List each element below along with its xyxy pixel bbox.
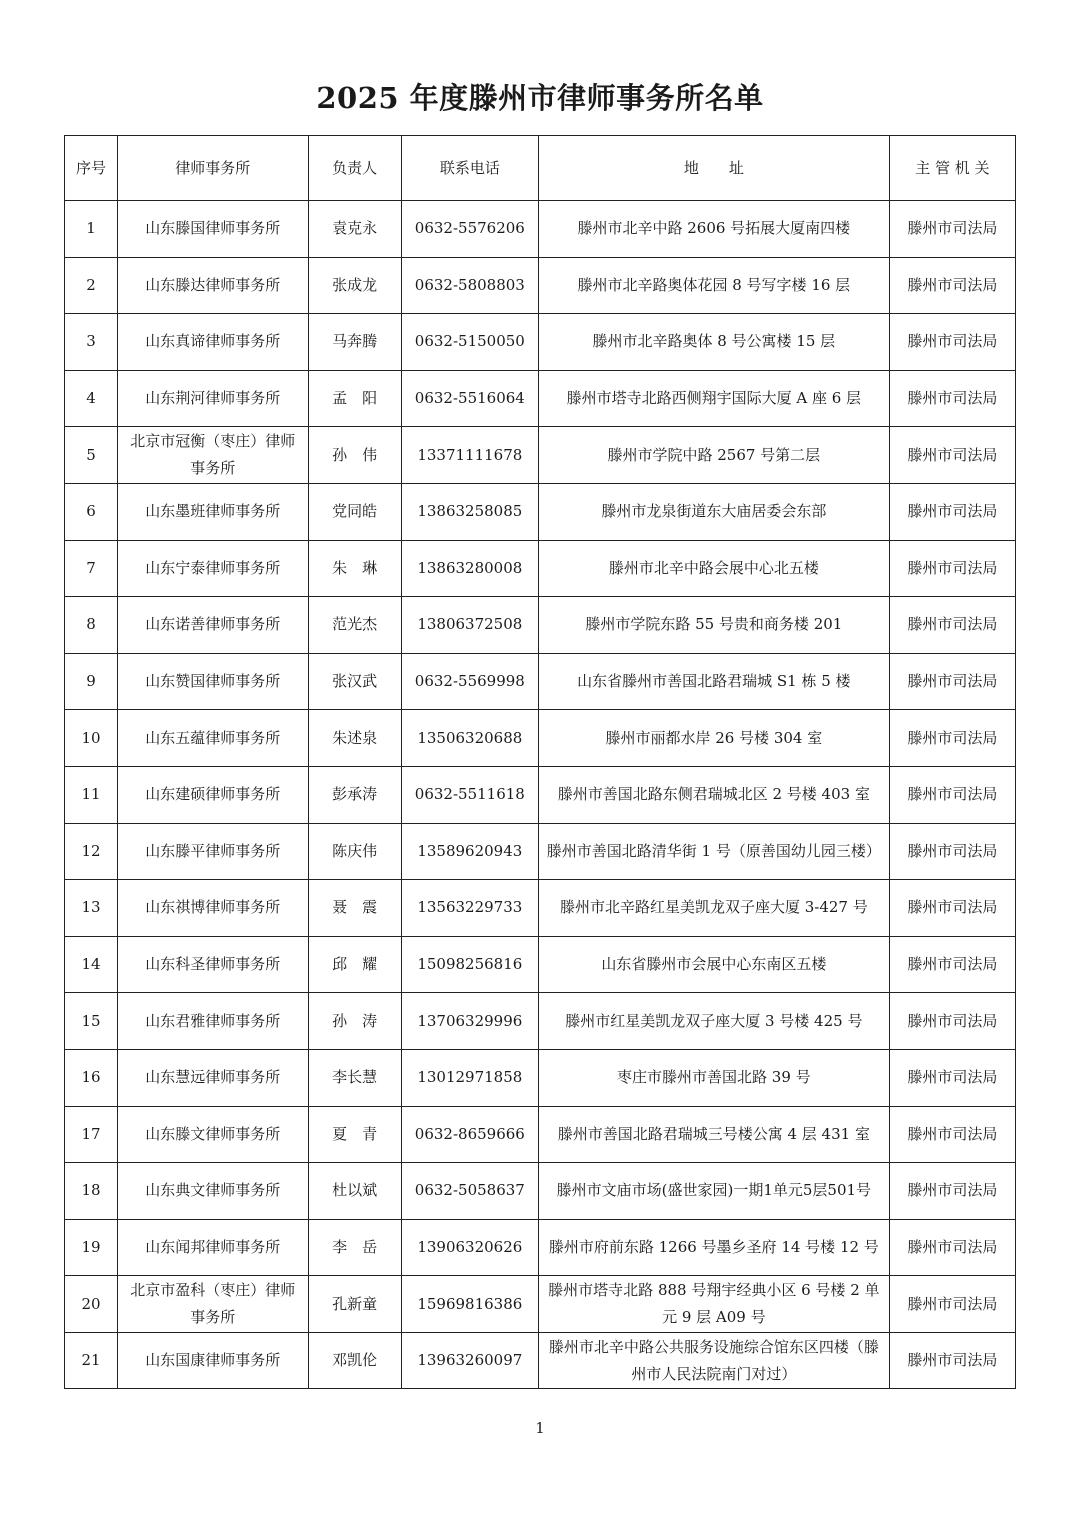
table-row xyxy=(65,880,1016,937)
firm-name: 山东诺善律师事务所 xyxy=(118,597,308,654)
authority: 滕州市司法局 xyxy=(889,370,1015,427)
authority: 滕州市司法局 xyxy=(889,257,1015,314)
authority: 滕州市司法局 xyxy=(889,653,1015,710)
address: 滕州市北辛中路会展中心北五楼 xyxy=(538,540,889,597)
authority: 滕州市司法局 xyxy=(889,710,1015,767)
authority: 滕州市司法局 xyxy=(889,1332,1015,1389)
responsible-person: 陈庆伟 xyxy=(308,823,401,880)
phone-number: 15098256816 xyxy=(401,936,538,993)
address: 滕州市善国北路东侧君瑞城北区 2 号楼 403 室 xyxy=(538,766,889,823)
row-index: 14 xyxy=(65,936,118,993)
firm-name: 山东国康律师事务所 xyxy=(118,1332,308,1389)
row-index: 11 xyxy=(65,766,118,823)
address: 枣庄市滕州市善国北路 39 号 xyxy=(538,1049,889,1106)
header-address: 地 址 xyxy=(538,136,889,201)
firm-name: 山东五蕴律师事务所 xyxy=(118,710,308,767)
phone-number: 13863280008 xyxy=(401,540,538,597)
page-number: 1 xyxy=(535,1419,545,1437)
row-index: 5 xyxy=(65,427,118,484)
row-index: 9 xyxy=(65,653,118,710)
responsible-person: 孟 阳 xyxy=(308,370,401,427)
header-phone: 联系电话 xyxy=(401,136,538,201)
authority: 滕州市司法局 xyxy=(889,936,1015,993)
row-index: 18 xyxy=(65,1163,118,1220)
address: 滕州市文庙市场(盛世家园)一期1单元5层501号 xyxy=(538,1163,889,1220)
firm-name: 山东慧远律师事务所 xyxy=(118,1049,308,1106)
table-row xyxy=(65,993,1016,1050)
address: 滕州市红星美凯龙双子座大厦 3 号楼 425 号 xyxy=(538,993,889,1050)
address: 滕州市北辛路奥体花园 8 号写字楼 16 层 xyxy=(538,257,889,314)
row-index: 1 xyxy=(65,201,118,258)
responsible-person: 邓凯伦 xyxy=(308,1332,401,1389)
address: 滕州市善国北路君瑞城三号楼公寓 4 层 431 室 xyxy=(538,1106,889,1163)
firm-name: 山东建硕律师事务所 xyxy=(118,766,308,823)
row-index: 15 xyxy=(65,993,118,1050)
header-index: 序号 xyxy=(65,136,118,201)
address: 滕州市北辛路红星美凯龙双子座大厦 3-427 号 xyxy=(538,880,889,937)
table-row xyxy=(65,936,1016,993)
address: 滕州市学院东路 55 号贵和商务楼 201 xyxy=(538,597,889,654)
responsible-person: 张成龙 xyxy=(308,257,401,314)
authority: 滕州市司法局 xyxy=(889,597,1015,654)
address: 滕州市塔寺北路西侧翔宇国际大厦 A 座 6 层 xyxy=(538,370,889,427)
table-row xyxy=(65,370,1016,427)
table-row xyxy=(65,710,1016,767)
phone-number: 0632-5808803 xyxy=(401,257,538,314)
header-head: 负责人 xyxy=(308,136,401,201)
table-row xyxy=(65,540,1016,597)
firm-name: 北京市盈科（枣庄）律师事务所 xyxy=(118,1276,308,1333)
row-index: 4 xyxy=(65,370,118,427)
header-firm: 律师事务所 xyxy=(118,136,308,201)
phone-number: 13589620943 xyxy=(401,823,538,880)
phone-number: 0632-8659666 xyxy=(401,1106,538,1163)
authority: 滕州市司法局 xyxy=(889,1276,1015,1333)
authority: 滕州市司法局 xyxy=(889,1049,1015,1106)
firm-name: 山东闻邦律师事务所 xyxy=(118,1219,308,1276)
table-row xyxy=(65,1332,1016,1389)
firm-name: 山东君雅律师事务所 xyxy=(118,993,308,1050)
phone-number: 13706329996 xyxy=(401,993,538,1050)
authority: 滕州市司法局 xyxy=(889,823,1015,880)
firm-name: 山东滕文律师事务所 xyxy=(118,1106,308,1163)
authority: 滕州市司法局 xyxy=(889,766,1015,823)
address: 滕州市北辛中路 2606 号拓展大厦南四楼 xyxy=(538,201,889,258)
row-index: 19 xyxy=(65,1219,118,1276)
responsible-person: 李长慧 xyxy=(308,1049,401,1106)
responsible-person: 范光杰 xyxy=(308,597,401,654)
table-row xyxy=(65,1106,1016,1163)
phone-number: 13806372508 xyxy=(401,597,538,654)
phone-number: 13506320688 xyxy=(401,710,538,767)
firm-name: 山东祺博律师事务所 xyxy=(118,880,308,937)
table-row xyxy=(65,314,1016,371)
table-row xyxy=(65,823,1016,880)
responsible-person: 朱述泉 xyxy=(308,710,401,767)
authority: 滕州市司法局 xyxy=(889,880,1015,937)
responsible-person: 聂 震 xyxy=(308,880,401,937)
table-row xyxy=(65,1163,1016,1220)
firm-name: 北京市冠衡（枣庄）律师事务所 xyxy=(118,427,308,484)
row-index: 16 xyxy=(65,1049,118,1106)
table-row xyxy=(65,653,1016,710)
table-row xyxy=(65,201,1016,258)
row-index: 10 xyxy=(65,710,118,767)
authority: 滕州市司法局 xyxy=(889,1106,1015,1163)
address: 滕州市龙泉街道东大庙居委会东部 xyxy=(538,483,889,540)
row-index: 12 xyxy=(65,823,118,880)
responsible-person: 朱 琳 xyxy=(308,540,401,597)
address: 山东省滕州市会展中心东南区五楼 xyxy=(538,936,889,993)
address: 滕州市丽都水岸 26 号楼 304 室 xyxy=(538,710,889,767)
phone-number: 13963260097 xyxy=(401,1332,538,1389)
row-index: 20 xyxy=(65,1276,118,1333)
firm-name: 山东荆河律师事务所 xyxy=(118,370,308,427)
phone-number: 13371111678 xyxy=(401,427,538,484)
firm-name: 山东宁泰律师事务所 xyxy=(118,540,308,597)
responsible-person: 孙 伟 xyxy=(308,427,401,484)
firm-name: 山东滕达律师事务所 xyxy=(118,257,308,314)
phone-number: 0632-5516064 xyxy=(401,370,538,427)
responsible-person: 邱 耀 xyxy=(308,936,401,993)
authority: 滕州市司法局 xyxy=(889,314,1015,371)
authority: 滕州市司法局 xyxy=(889,1219,1015,1276)
responsible-person: 杜以斌 xyxy=(308,1163,401,1220)
header-authority: 主 管 机 关 xyxy=(889,136,1015,201)
responsible-person: 孙 涛 xyxy=(308,993,401,1050)
address: 滕州市府前东路 1266 号墨乡圣府 14 号楼 12 号 xyxy=(538,1219,889,1276)
phone-number: 13563229733 xyxy=(401,880,538,937)
authority: 滕州市司法局 xyxy=(889,540,1015,597)
address: 滕州市北辛中路公共服务设施综合馆东区四楼（滕州市人民法院南门对过） xyxy=(538,1332,889,1389)
address: 山东省滕州市善国北路君瑞城 S1 栋 5 楼 xyxy=(538,653,889,710)
firm-name: 山东赞国律师事务所 xyxy=(118,653,308,710)
table-row xyxy=(65,427,1016,484)
phone-number: 15969816386 xyxy=(401,1276,538,1333)
firm-name: 山东典文律师事务所 xyxy=(118,1163,308,1220)
table-row xyxy=(65,1276,1016,1333)
firm-name: 山东科圣律师事务所 xyxy=(118,936,308,993)
address: 滕州市北辛路奥体 8 号公寓楼 15 层 xyxy=(538,314,889,371)
responsible-person: 夏 青 xyxy=(308,1106,401,1163)
table-row xyxy=(65,766,1016,823)
row-index: 17 xyxy=(65,1106,118,1163)
phone-number: 0632-5511618 xyxy=(401,766,538,823)
table-row xyxy=(65,1219,1016,1276)
responsible-person: 彭承涛 xyxy=(308,766,401,823)
table-row xyxy=(65,597,1016,654)
document-title: 2025 年度滕州市律师事务所名单 xyxy=(316,81,764,115)
row-index: 3 xyxy=(65,314,118,371)
phone-number: 0632-5576206 xyxy=(401,201,538,258)
phone-number: 0632-5150050 xyxy=(401,314,538,371)
firm-name: 山东滕平律师事务所 xyxy=(118,823,308,880)
firm-name: 山东真谛律师事务所 xyxy=(118,314,308,371)
responsible-person: 袁克永 xyxy=(308,201,401,258)
authority: 滕州市司法局 xyxy=(889,1163,1015,1220)
responsible-person: 张汉武 xyxy=(308,653,401,710)
phone-number: 0632-5058637 xyxy=(401,1163,538,1220)
responsible-person: 马奔腾 xyxy=(308,314,401,371)
table-row xyxy=(65,483,1016,540)
table-row xyxy=(65,1049,1016,1106)
row-index: 8 xyxy=(65,597,118,654)
phone-number: 13906320626 xyxy=(401,1219,538,1276)
firm-name: 山东滕国律师事务所 xyxy=(118,201,308,258)
phone-number: 0632-5569998 xyxy=(401,653,538,710)
authority: 滕州市司法局 xyxy=(889,483,1015,540)
row-index: 6 xyxy=(65,483,118,540)
address: 滕州市塔寺北路 888 号翔宇经典小区 6 号楼 2 单元 9 层 A09 号 xyxy=(538,1276,889,1333)
authority: 滕州市司法局 xyxy=(889,201,1015,258)
firm-name: 山东墨班律师事务所 xyxy=(118,483,308,540)
responsible-person: 李 岳 xyxy=(308,1219,401,1276)
phone-number: 13012971858 xyxy=(401,1049,538,1106)
address: 滕州市善国北路清华街 1 号（原善国幼儿园三楼） xyxy=(538,823,889,880)
row-index: 21 xyxy=(65,1332,118,1389)
row-index: 2 xyxy=(65,257,118,314)
row-index: 7 xyxy=(65,540,118,597)
address: 滕州市学院中路 2567 号第二层 xyxy=(538,427,889,484)
table-header-row xyxy=(65,136,1016,201)
responsible-person: 孔新童 xyxy=(308,1276,401,1333)
responsible-person: 党同皓 xyxy=(308,483,401,540)
law-firm-table xyxy=(64,135,1016,1389)
row-index: 13 xyxy=(65,880,118,937)
table-row xyxy=(65,257,1016,314)
phone-number: 13863258085 xyxy=(401,483,538,540)
authority: 滕州市司法局 xyxy=(889,993,1015,1050)
authority: 滕州市司法局 xyxy=(889,427,1015,484)
